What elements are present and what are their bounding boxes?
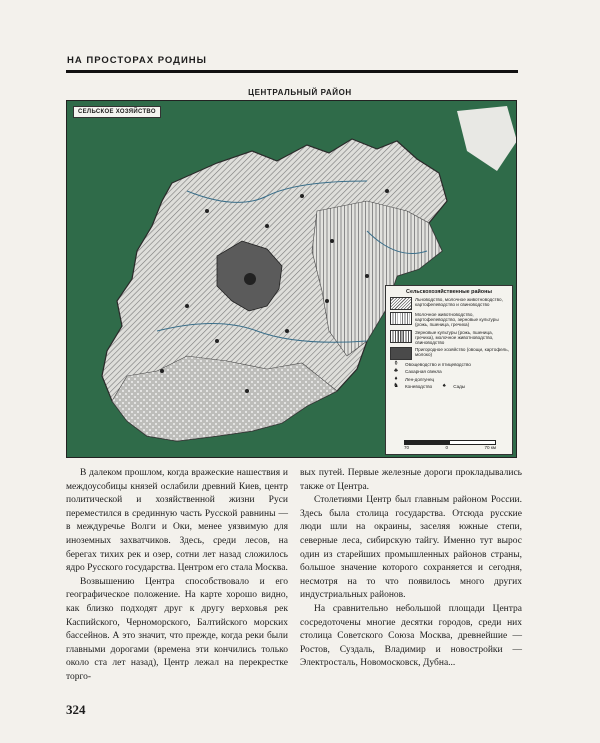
legend-symbol [390,369,508,374]
paragraph: Столетиями Центр был главным районом России. Здесь была столица государства. Отсюда русские люди шли на окраины, заселяя южные степи, северные леса, сибирскую тайгу. Именно тут вырос один из старейших промышленных районов страны, большое значение которого сохраняется и сегодня, несмотря на то что появилось много других индустриальных районов. [300,495,522,601]
legend-swatch [390,330,412,343]
legend-item-text: Молочное животноводство, картофелеводство, зерновые культуры (рожь, пшеница, гречиха) [415,312,499,328]
moscow-marker [244,273,256,285]
paragraph: Возвышению Центра способствовало и его географическое положение. На карте хорошо видно, как близко подходят друг к другу верховья рек Каспийского, Черноморского, Балтийского морских бассейнов. А это значит, что прежде, когда реки были главными дорогами (времена эти кончились только около ста лет назад), Центр лежал на перекрестке торго- [66,576,288,682]
legend-symbol [390,362,508,367]
paragraph-continuation: вых путей. Первые железные дороги прокладывались также от Центра. [300,468,522,492]
flax-icon: ♦ [394,375,398,382]
paragraph: В далеком прошлом, когда вражеские нашествия и междоусобицы князей ослабили древний Киев, центр политической и хозяйственной жизни Руси переместился в срединную часть Русской равнины — в междуречье Волги и Оки, менее уязвимую для иноземных захватчиков. Здесь, среди лесов, на берегах тихих рек и озер, сотни лет назад сложилось ядро Русского государства. Центром его стала Москва. [66,468,288,574]
legend-symbol [390,384,508,389]
right-column [300,467,522,671]
orchard-icon: ♠ [442,382,446,389]
legend-symbol-text: Овощеводство и птицеводство [405,362,471,368]
vegetable-icon: ⚱ [393,361,399,368]
scale-numbers [404,445,496,450]
legend-item [390,330,509,346]
paragraph: На сравнительно небольшой площади Центра сосредоточены многие десятки городов, среди них столица Советского Союза Москва, древнейшие — Ростов, Суздаль, Владимир и новостройки — Электросталь, Новомосковск, Дубна... [300,603,522,669]
legend-item [390,312,509,328]
map-legend [385,285,513,455]
legend-item-text: Льноводство, молочное животноводство, картофелеводство и свиноводство [415,297,503,308]
legend-item-text: Пригородное хозяйство (овощи, картофель, молоко) [415,347,509,358]
legend-swatch [390,297,412,310]
legend-swatch [390,347,412,360]
scale-bar [404,440,496,450]
scale-right: 70 км [484,444,496,450]
legend-symbol-text: Коневодство [405,383,433,389]
legend-symbol [390,377,508,382]
scale-zero: 0 [445,444,449,450]
sugar-beet-icon: ♣ [394,368,398,375]
legend-symbol-text: Сады [453,383,466,389]
legend-item-text: Зерновые культуры (рожь, пшеница, гречиха), молочное животноводство, свиноводство [415,329,494,346]
scale-left: 70 [404,444,410,450]
running-header: НА ПРОСТОРАХ РОДИНЫ [67,55,207,66]
map-figure [66,100,517,458]
header-rule [66,70,518,73]
legend-symbol-text: Лен-долгунец [405,376,435,382]
page-number: 324 [66,702,86,717]
map-title: ЦЕНТРАЛЬНЫЙ РАЙОН [248,88,352,97]
left-column [66,467,288,685]
map-label: СЕЛЬСКОЕ ХОЗЯЙСТВО [73,106,161,118]
legend-item [390,297,509,310]
legend-symbol-text: Сахарная свекла [405,369,442,375]
legend-title: Сельскохозяйственные районы [406,289,492,295]
legend-item [390,347,509,360]
legend-swatch [390,312,412,325]
horse-icon: ♞ [393,382,399,389]
